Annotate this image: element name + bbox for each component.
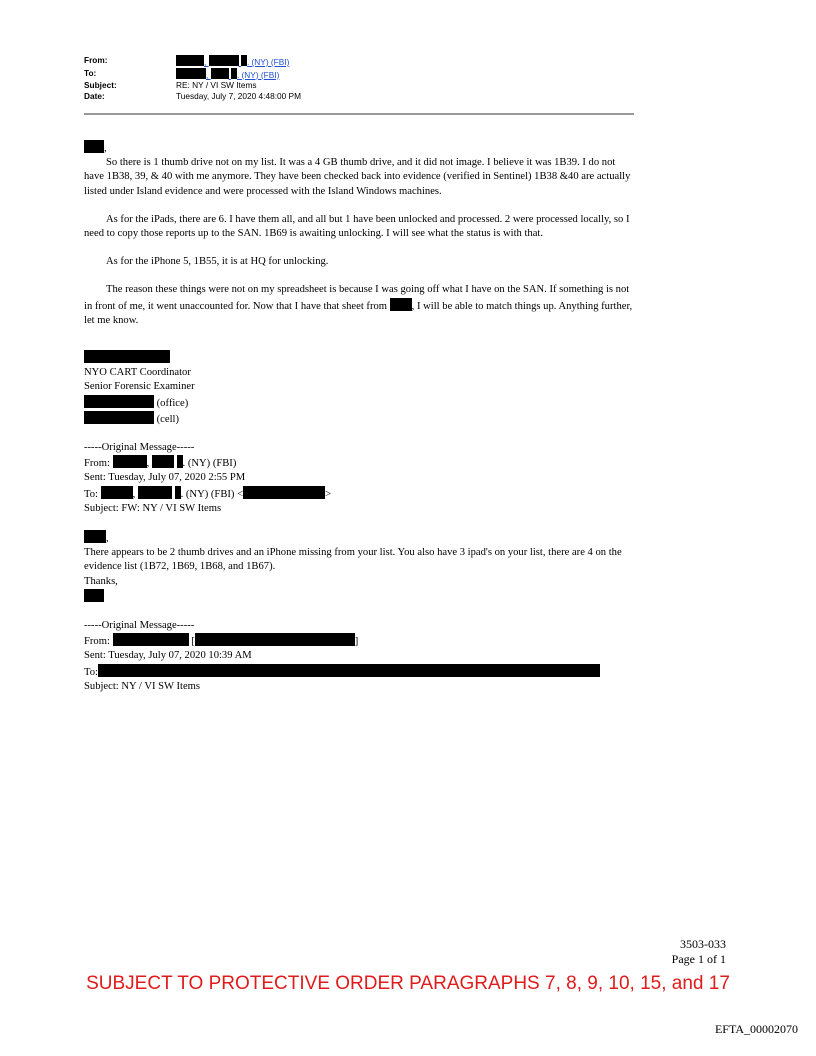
orig2-to-label: To: — [84, 666, 98, 678]
header-subject-row — [84, 80, 301, 91]
orig1-sent: Sent: Tuesday, July 07, 2020 2:55 PM — [84, 472, 246, 484]
header-date-row — [84, 91, 301, 102]
redaction — [113, 455, 147, 468]
signature-title-2: Senior Forensic Examiner — [84, 381, 195, 393]
orig2-subject: Subject: NY / VI SW Items — [84, 680, 201, 692]
cell-label: (cell) — [156, 413, 180, 425]
reply-paragraph-3: As for the iPhone 5, 1B55, it is at HQ for unlocking. — [106, 256, 329, 268]
page-footer — [672, 937, 726, 967]
orig1-body: There appears to be 2 thumb drives and an iPhone missing from your list. You also have 3 ipad's on your list, there are 4 on the evidence list (1B72, 1B69, 1B68, and 1B67). — [84, 547, 622, 573]
original-message-divider-2: -----Original Message----- — [84, 620, 195, 632]
redaction — [84, 140, 104, 153]
email-body — [84, 140, 636, 694]
orig1-thanks: Thanks, — [84, 575, 118, 587]
redaction — [84, 530, 106, 543]
bates-number: EFTA_00002070 — [714, 1022, 798, 1036]
redaction — [195, 633, 355, 646]
header-from-row — [84, 55, 301, 68]
redaction — [243, 486, 325, 499]
date-label: Date: — [84, 90, 105, 101]
orig1-from: From: , . (NY) (FBI) — [84, 455, 636, 471]
header-to-row — [84, 68, 301, 81]
from-value: . (NY) (FBI) — [246, 57, 290, 67]
redaction — [152, 455, 174, 468]
reply-paragraph-4 — [84, 283, 636, 328]
reply-paragraph-1: So there is 1 thumb drive not on my list. It was a 4 GB thumb drive, and it did not image. I believe it was 1B39. I do not have 1B38, 39, & 40 with me anymore. They have been checked back into evidence (verified in Sentinel) 1B38 &40 are actually listed under Island evidence and were processed with the Island Windows machines. — [84, 157, 631, 197]
greeting: , — [84, 140, 636, 156]
from-label: From: — [84, 55, 108, 65]
office-label: (office) — [156, 397, 189, 409]
date-value: Tuesday, July 7, 2020 4:48:00 PM — [176, 90, 301, 101]
subject-label: Subject: — [84, 80, 117, 91]
signature-name — [84, 350, 636, 366]
signature-title-1: NYO CART Coordinator — [84, 367, 191, 379]
orig1-to: To: , . (NY) (FBI) < > — [84, 486, 636, 502]
orig1-greeting: , — [84, 530, 636, 546]
redaction — [211, 68, 229, 79]
protective-order-notice: SUBJECT TO PROTECTIVE ORDER PARAGRAPHS 7, 8, 9, 10, 15, and 17 — [86, 973, 730, 994]
signature-office-phone — [84, 395, 636, 411]
redaction — [101, 486, 133, 499]
orig2-sent: Sent: Tuesday, July 07, 2020 10:39 AM — [84, 650, 252, 662]
signature-cell-phone — [84, 411, 636, 427]
subject-value: RE: NY / VI SW Items — [176, 80, 257, 91]
redaction — [84, 395, 154, 408]
orig1-subject: Subject: FW: NY / VI SW Items — [84, 502, 222, 514]
exhibit-number: 3503-033 — [680, 937, 726, 951]
orig1-from-tail: . (NY) (FBI) — [182, 458, 237, 470]
redaction — [390, 298, 412, 311]
redaction — [209, 55, 239, 66]
to-value: . (NY) (FBI) — [236, 69, 280, 80]
redaction — [113, 633, 189, 646]
redaction — [98, 664, 600, 677]
redaction — [176, 55, 204, 66]
reply-paragraph-4-start: The reason these things were not on my spreadsheet is because I was going off what I have on the SAN. If something is not in front of me, it went unaccounted for. Now that I have that sheet from — [84, 284, 630, 312]
orig1-signoff — [84, 589, 636, 605]
redaction — [176, 68, 206, 79]
page-number: Page 1 of 1 — [671, 952, 726, 966]
from-address-link[interactable]: , . (NY) (FBI) — [176, 55, 289, 68]
orig1-to-end: > — [325, 488, 332, 500]
header-divider — [84, 113, 634, 115]
reply-paragraph-4-end: , I will be able to match things up. Anything further, let me know. — [84, 300, 633, 326]
orig1-from-label: From: — [84, 458, 110, 470]
to-label: To: — [84, 67, 97, 78]
redaction — [84, 589, 104, 602]
orig1-to-tail: . (NY) (FBI) < — [180, 488, 244, 500]
orig2-to — [84, 664, 636, 680]
redaction — [84, 411, 154, 424]
orig2-from-label: From: — [84, 636, 110, 648]
to-address-link[interactable]: , . (NY) (FBI) — [176, 68, 279, 81]
email-header — [84, 55, 301, 101]
orig1-to-label: To: — [84, 488, 98, 500]
redaction — [138, 486, 172, 499]
orig2-from: From: [ ] — [84, 633, 636, 649]
reply-paragraph-2: As for the iPads, there are 6. I have them all, and all but 1 have been unlocked and processed. 2 were processed locally, so I need to copy those reports up to the SAN. 1B69 is awaiting unlocking. I will see what the status is with that. — [84, 213, 630, 240]
original-message-divider-1: -----Original Message----- — [84, 442, 195, 454]
redaction — [84, 350, 170, 363]
